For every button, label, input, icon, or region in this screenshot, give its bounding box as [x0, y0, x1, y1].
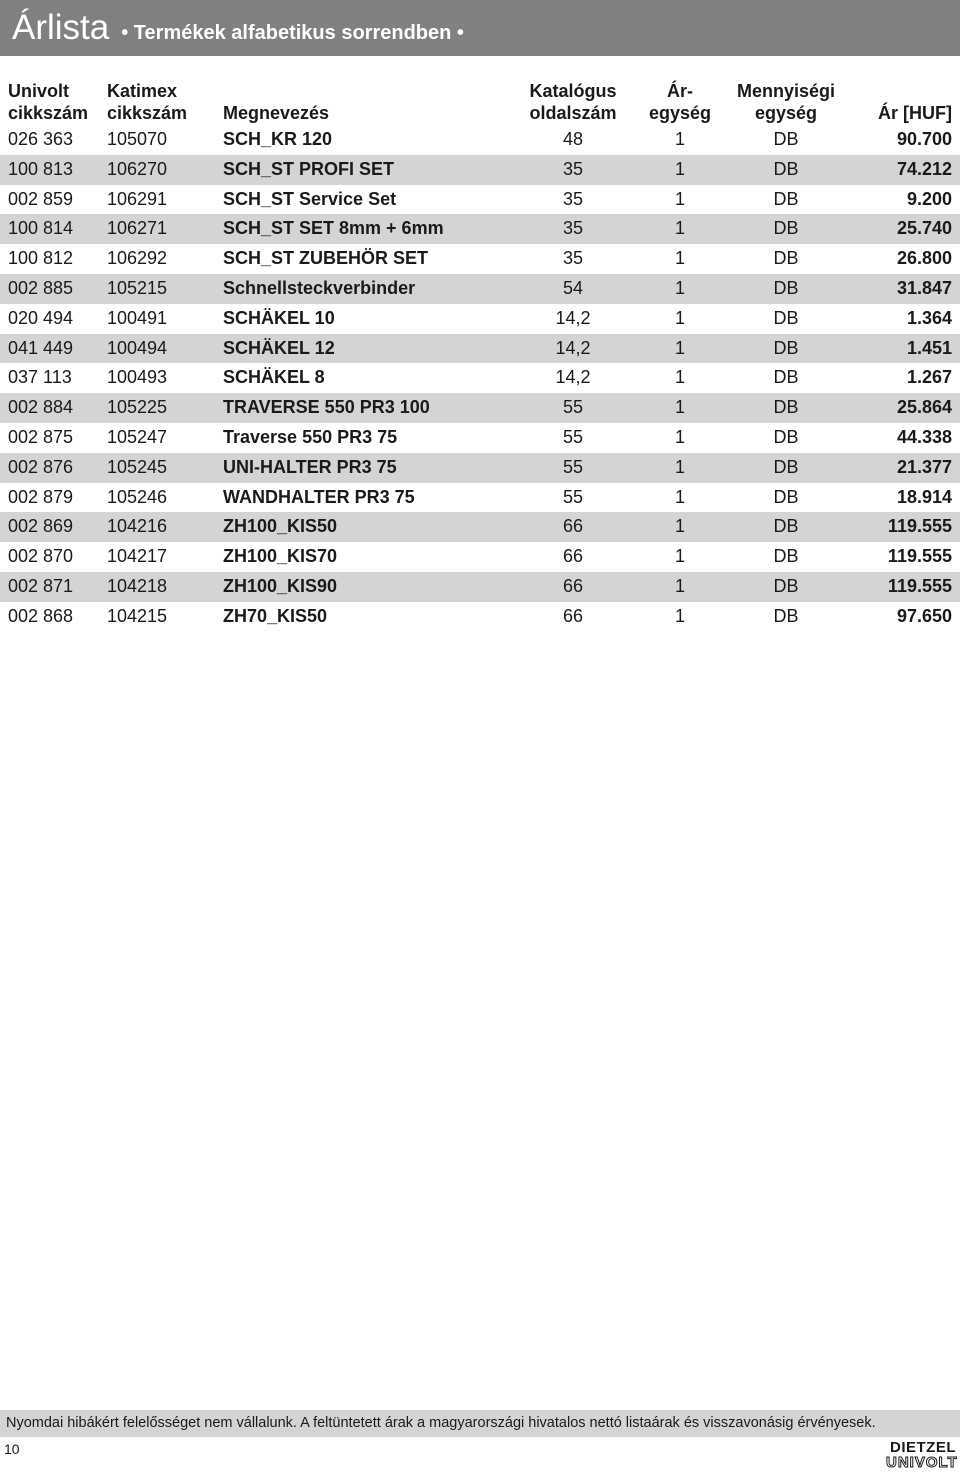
cell-price-unit: 1: [674, 188, 685, 209]
cell-qty-unit: DB: [773, 397, 799, 418]
cell-qty-unit: DB: [773, 605, 799, 626]
table-row: [0, 274, 960, 304]
footer-disclaimer: Nyomdai hibákért felelősséget nem vállalunk. A feltüntetett árak a magyarországi hivatalos nettó listaárak és visszavonásig érvényesek.: [0, 1410, 960, 1437]
header-katimex: Katimex cikkszám: [107, 81, 188, 123]
cell-price-unit: 1: [674, 218, 685, 239]
cell-katimex: 100493: [107, 367, 168, 388]
cell-qty-unit: DB: [773, 426, 799, 447]
cell-price: 97.650: [896, 605, 952, 626]
cell-price: 9.200: [906, 188, 952, 209]
cell-univolt: 041 449: [8, 337, 74, 358]
header-univolt: Univolt cikkszám: [8, 81, 89, 123]
cell-price-unit: 1: [674, 367, 685, 388]
table-row: [0, 423, 960, 453]
cell-price: 31.847: [896, 277, 952, 298]
cell-price-unit: 1: [674, 575, 685, 596]
cell-name: SCHÄKEL 10: [223, 307, 335, 328]
table-row: [0, 214, 960, 244]
cell-katimex: 106271: [107, 218, 168, 239]
price-table: [0, 125, 960, 632]
cell-qty-unit: DB: [773, 277, 799, 298]
cell-catalog-page: 66: [562, 516, 584, 537]
cell-qty-unit: DB: [773, 158, 799, 179]
cell-catalog-page: 48: [562, 129, 584, 149]
header-price-unit: Ár- egység: [648, 81, 712, 123]
cell-catalog-page: 35: [562, 158, 584, 179]
cell-univolt: 100 813: [8, 158, 74, 179]
cell-name: UNI-HALTER PR3 75: [223, 456, 397, 477]
cell-katimex: 105225: [107, 397, 168, 418]
table-row: [0, 602, 960, 632]
cell-univolt: 002 859: [8, 188, 74, 209]
cell-name: SCH_KR 120: [223, 129, 333, 149]
cell-univolt: 002 875: [8, 426, 74, 447]
cell-price-unit: 1: [674, 129, 685, 149]
cell-price-unit: 1: [674, 158, 685, 179]
cell-catalog-page: 14,2: [555, 367, 591, 388]
cell-name: Schnellsteckverbinder: [223, 277, 416, 298]
header-price: Ár [HUF]: [878, 103, 952, 123]
cell-qty-unit: DB: [773, 486, 799, 507]
cell-univolt: 002 869: [8, 516, 74, 537]
header-name: Megnevezés: [223, 103, 330, 123]
cell-katimex: 105247: [107, 426, 168, 447]
cell-name: SCHÄKEL 12: [223, 337, 335, 358]
cell-univolt: 100 814: [8, 218, 74, 239]
cell-catalog-page: 66: [562, 546, 584, 567]
cell-catalog-page: 54: [562, 277, 584, 298]
table-row: [0, 244, 960, 274]
cell-price-unit: 1: [674, 516, 685, 537]
cell-name: SCHÄKEL 8: [223, 367, 325, 388]
dietzel-univolt-logo: [886, 1440, 956, 1470]
cell-katimex: 105246: [107, 486, 168, 507]
cell-katimex: 106292: [107, 248, 168, 269]
cell-qty-unit: DB: [773, 307, 799, 328]
table-row: [0, 155, 960, 185]
cell-price: 1.267: [906, 367, 952, 388]
cell-price-unit: 1: [674, 546, 685, 567]
cell-univolt: 002 879: [8, 486, 74, 507]
header-catalog-page: Katalógus oldalszám: [529, 81, 617, 123]
cell-price: 119.555: [887, 575, 952, 596]
cell-price: 21.377: [896, 456, 952, 477]
page-title: Árlista: [12, 8, 110, 47]
cell-catalog-page: 35: [562, 218, 584, 239]
cell-univolt: 002 876: [8, 456, 74, 477]
cell-price-unit: 1: [674, 456, 685, 477]
cell-price-unit: 1: [674, 248, 685, 269]
cell-price: 25.864: [896, 397, 952, 418]
table-row: [0, 393, 960, 423]
cell-name: ZH100_KIS50: [223, 516, 338, 537]
cell-name: SCH_ST PROFI SET: [223, 158, 395, 179]
cell-price-unit: 1: [674, 426, 685, 447]
cell-catalog-page: 35: [562, 248, 584, 269]
cell-katimex: 106270: [107, 158, 168, 179]
cell-price: 1.364: [906, 307, 952, 328]
cell-univolt: 002 868: [8, 605, 74, 626]
cell-name: TRAVERSE 550 PR3 100: [223, 397, 430, 418]
page-subtitle: • Termékek alfabetikus sorrendben •: [121, 22, 464, 44]
cell-price: 119.555: [887, 546, 952, 567]
cell-name: ZH70_KIS50: [223, 605, 328, 626]
cell-catalog-page: 55: [562, 426, 584, 447]
cell-katimex: 104216: [107, 516, 168, 537]
cell-katimex: 100491: [107, 307, 168, 328]
cell-price: 44.338: [896, 426, 952, 447]
cell-price: 18.914: [896, 486, 952, 507]
table-row: [0, 572, 960, 602]
cell-price: 1.451: [906, 337, 952, 358]
cell-univolt: 002 871: [8, 575, 74, 596]
table-row: [0, 542, 960, 572]
table-row: [0, 125, 960, 155]
cell-price: 119.555: [887, 516, 952, 537]
cell-katimex: 105215: [107, 277, 168, 298]
cell-qty-unit: DB: [773, 129, 799, 149]
cell-katimex: 104218: [107, 575, 168, 596]
cell-name: Traverse 550 PR3 75: [223, 426, 398, 447]
header-qty-unit: Mennyiségi egység: [736, 81, 836, 123]
cell-univolt: 002 885: [8, 277, 74, 298]
cell-qty-unit: DB: [773, 218, 799, 239]
logo-line1: DIETZEL: [890, 1439, 956, 1456]
cell-price-unit: 1: [674, 605, 685, 626]
cell-katimex: 105245: [107, 456, 168, 477]
table-row: [0, 453, 960, 483]
cell-price: 74.212: [896, 158, 952, 179]
table-row: [0, 304, 960, 334]
cell-name: ZH100_KIS90: [223, 575, 338, 596]
cell-univolt: 037 113: [8, 367, 72, 388]
cell-catalog-page: 55: [562, 456, 584, 477]
cell-univolt: 002 884: [8, 397, 74, 418]
cell-name: SCH_ST ZUBEHÖR SET: [223, 248, 429, 269]
cell-catalog-page: 66: [562, 605, 584, 626]
cell-univolt: 100 812: [8, 248, 74, 269]
cell-name: WANDHALTER PR3 75: [223, 486, 415, 507]
cell-qty-unit: DB: [773, 188, 799, 209]
logo-line2: UNIVOLT: [886, 1454, 958, 1471]
title-bar: [0, 0, 960, 56]
cell-univolt: 020 494: [8, 307, 74, 328]
cell-price-unit: 1: [674, 277, 685, 298]
cell-qty-unit: DB: [773, 337, 799, 358]
cell-qty-unit: DB: [773, 546, 799, 567]
cell-qty-unit: DB: [773, 248, 799, 269]
cell-catalog-page: 55: [562, 397, 584, 418]
cell-katimex: 104217: [107, 546, 168, 567]
cell-katimex: 104215: [107, 605, 168, 626]
cell-price-unit: 1: [674, 397, 685, 418]
cell-price: 25.740: [896, 218, 952, 239]
cell-catalog-page: 14,2: [555, 337, 591, 358]
table-row: [0, 185, 960, 215]
cell-name: ZH100_KIS70: [223, 546, 338, 567]
table-row: [0, 363, 960, 393]
cell-katimex: 106291: [107, 188, 168, 209]
cell-price-unit: 1: [674, 337, 685, 358]
table-row: [0, 334, 960, 364]
table-header: [0, 76, 960, 124]
table-row: [0, 483, 960, 513]
page-number: 10: [4, 1441, 20, 1457]
cell-qty-unit: DB: [773, 456, 799, 477]
cell-price-unit: 1: [674, 307, 685, 328]
cell-qty-unit: DB: [773, 516, 799, 537]
cell-qty-unit: DB: [773, 575, 799, 596]
cell-catalog-page: 35: [562, 188, 584, 209]
cell-qty-unit: DB: [773, 367, 799, 388]
cell-price: 26.800: [896, 248, 952, 269]
cell-catalog-page: 55: [562, 486, 584, 507]
cell-name: SCH_ST SET 8mm + 6mm: [223, 218, 444, 239]
cell-name: SCH_ST Service Set: [223, 188, 397, 209]
cell-univolt: 026 363: [8, 129, 74, 149]
cell-univolt: 002 870: [8, 546, 74, 567]
cell-katimex: 100494: [107, 337, 168, 358]
cell-price: 90.700: [896, 129, 952, 149]
cell-catalog-page: 14,2: [555, 307, 591, 328]
cell-katimex: 105070: [107, 129, 168, 149]
cell-price-unit: 1: [674, 486, 685, 507]
table-row: [0, 512, 960, 542]
cell-catalog-page: 66: [562, 575, 584, 596]
